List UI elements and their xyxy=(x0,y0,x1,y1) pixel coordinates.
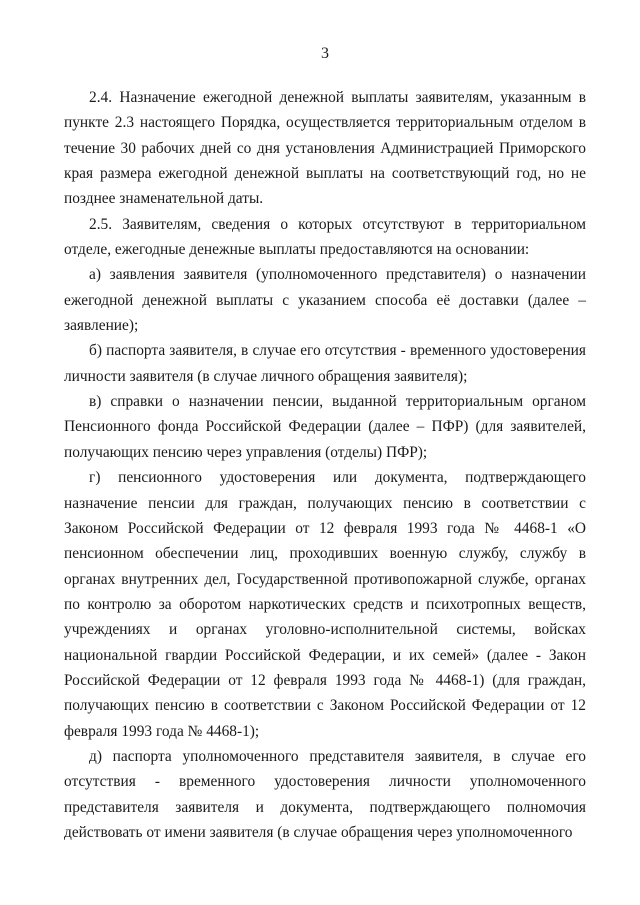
list-item-a: а) заявления заявителя (уполномоченного представителя) о назначении ежегодной денежной выплаты с указанием способа её доставки (далее – заявление); xyxy=(64,266,586,335)
list-item-g: г) пенсионного удостоверения или документа, подтверждающего назначение пенсии для граждан, получающих пенсию в соответствии с Законом Российской Федерации от 12 февраля 1993 года № 4468-1 «О пенсионном обеспечении лиц, проходивших военную службу, службу в органах внутренних дел, Государственной противопожарной службе, органах по контролю за оборотом наркотических средств и психотропных веществ, учреждениях и органах уголовно-исполнительной системы, войсках национальной гвардии Российской Федерации, и их семей» (далее - Закон Российской Федерации от 12 февраля 1993 года № 4468-1) (для граждан, получающих пенсию в соответствии с Законом Российской Федерации от 12 февраля 1993 года № 4468-1); xyxy=(64,469,586,740)
list-item-d: д) паспорта уполномоченного представителя заявителя, в случае его отсутствия - временного удостоверения личности уполномоченного представителя заявителя и документа, подтверждающего полномочия действовать от имени заявителя (в случае обращения через уполномоченного xyxy=(64,747,586,841)
paragraph-2-5: 2.5. Заявителям, сведения о которых отсутствуют в территориальном отделе, ежегодные денежные выплаты предоставляются на основании: xyxy=(64,215,586,259)
list-item-v: в) справки о назначении пенсии, выданной территориальным органом Пенсионного фонда Российской Федерации (далее – ПФР) (для заявителей, получающих пенсию через управления (отделы) ПФР); xyxy=(64,393,586,461)
page-number: 3 xyxy=(321,45,329,62)
list-item-b: б) паспорта заявителя, в случае его отсутствия - временного удостоверения личности заявителя (в случае личного обращения заявителя); xyxy=(64,342,586,385)
paragraph-2-4: 2.4. Назначение ежегодной денежной выплаты заявителям, указанным в пункте 2.3 настоящего Порядка, осуществляется территориальным отделом в течение 30 рабочих дней со дня установления Администрацией Приморского края размера ежегодной денежной выплаты на соответствующий год, но не позднее знаменательной даты. xyxy=(64,89,586,208)
document-body xyxy=(64,85,586,845)
